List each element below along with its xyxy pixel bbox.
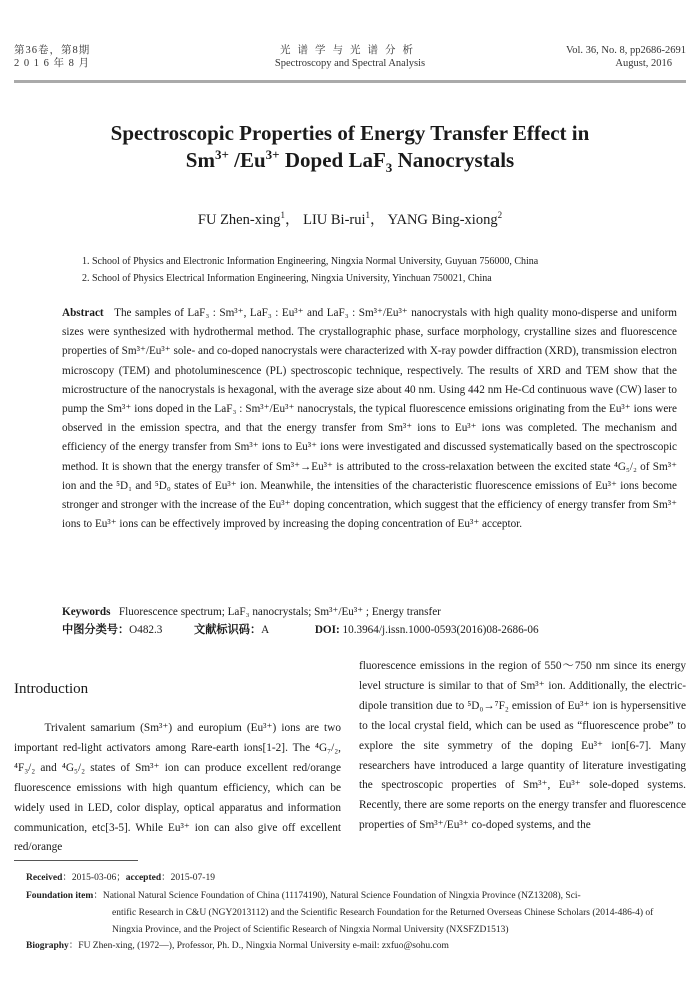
doi-label: DOI: [314,624,340,636]
biography-text: FU Zhen-xing, (1972—), Professor, Ph. D., Ningxia Normal University e-mail: zxfuo@sohu.com [78,941,449,951]
accepted-date: 2015-07-19 [170,873,215,883]
abstract-label: Abstract [62,307,104,319]
footnote-foundation: Foundation item：National Natural Science Foundation of China (11174190), Natural Science Foundation of Ningxia Province (NZ13208), Sci- entific Research in C&U (NGY2013112) and the Scientific Research Foundation for the Returned Overseas Chinese Scholars (2014-486-4) of Ningxia Province, and the Project of Scientific Research of Ningxia Normal University (NXSFZD1513) [26,888,686,939]
classification-line [62,621,539,640]
author-list: FU Zhen-xing$^1$， LIU Bi-rui$^1$， YANG Bing-xiong$^2$ [197,210,503,228]
title-line-1: Spectroscopic Properties of Energy Transfer Effect in [110,121,590,145]
journal-issue-en [566,44,686,70]
author-affiliation-mark: 1 [365,210,371,221]
received-label: Received [26,873,63,883]
foundation-label: Foundation item [26,891,94,901]
footnote-biography: Biography：FU Zhen-xing, (1972—), Professor, Ph. D., Ningxia Normal University e-mail: zxfuo@sohu.com [26,941,449,951]
keywords-text: Fluorescence spectrum; LaF₃ nanocrystals; Sm³⁺/Eu³⁺ ; Energy transfer [118,606,441,618]
title-sm: Sm [185,148,215,172]
accepted-label: accepted [125,873,162,883]
title-sup: 3+ [214,147,229,162]
biography-label: Biography [26,941,69,951]
foundation-text-continued: entific Research in C&U (NGY2013112) and the Scientific Research Foundation for the Returned Overseas Chinese Scholars (2014-486-4) of Ningxia Province, and the Project of Scientific Research of Ningxia Normal University (NXSFZD1513) [112,908,654,935]
clc-value: O482.3 [129,624,163,636]
received-date: 2015-03-06 [71,873,117,883]
issue-date-en: August, 2016 [615,58,672,69]
volume-issue: 第36卷，第8期 [14,45,91,56]
doc-code-value: A [261,624,270,636]
abstract-text: The samples of LaF₃ : Sm³⁺, LaF₃ : Eu³⁺ and LaF₃ : Sm³⁺/Eu³⁺ nanocrystals with high quality mono-disperse and uniform sizes were synthesized with hydrothermal method. The crystallographic phase, surface morphology, crystalline sizes and fluorescence properties of Sm³⁺/Eu³⁺ sole- and co-doped nanocrystals were characterized with X-ray powder diffraction (XRD), transmission electron microscopy (TEM) and photoluminescence (PL) spectroscopic technique, respectively. The results of XRD and TEM show that the microstructure of the nanocrystals is hexagonal, with the average size about 40 nm. Using 442 nm He-Cd continuous wave (CW) laser to pump the Sm³⁺ ions doped in the LaF₃ : Sm³⁺/Eu³⁺ nanocrystals, the typical fluorescence emissions originating from the Eu³⁺ ions were observed in the emission spectra, and that the energy transfer from Sm³⁺ ions to Eu³⁺ ions was completed. The mechanism and efficiency of the energy transfer from Sm³⁺ ions to Eu³⁺ ions were investigated and discussed systematically based on the spectroscopic method. It is shown that the energy transfer of Sm³⁺→Eu³⁺ is attributed to the cross-relaxation between the excited state ⁴G₅/₂ of Sm³⁺ ion and the ⁵D₁ and ⁵D₀ states of Eu³⁺ ion. Meanwhile, the intensities of the characteristic fluorescence emissions of Eu³⁺ ions become stronger and stronger with the increase of the Eu³⁺ doping concentration, which suggest that the efficiency of energy transfer from Sm³⁺ ions to Eu³⁺ ions can be effectively improved by increasing the doping concentration of Eu³⁺ acceptor. [62,307,677,531]
volume-pages: Vol. 36, No. 8, pp2686-2691 [566,45,686,56]
title-eu: /Eu [228,148,266,172]
keywords [62,603,441,622]
affiliation-item: 2. School of Physics Electrical Information Engineering, Ningxia University, Yinchuan 750021, China [82,273,492,284]
intro-paragraph-continued: fluorescence emissions in the region of 550～750 nm since its energy level structure is similar to that of Sm³⁺ ion. Additionally, the electric-dipole transition due to ⁵D₀→⁷F₂ emission of Eu³⁺ ion is hypersensitive to the local crystal field, which can be used as “fluorescence probe” to explore the site symmetry of the doping Eu³⁺ ion[6-7]. Many researchers have introduced a large quantity of literature investigating the spectroscopic properties of Sm³⁺, Eu³⁺ sole-doped systems. Recently, there are some reports on the energy transfer and fluorescence properties of Sm³⁺/Eu³⁺ co-doped systems, and the [359,660,686,832]
journal-name-en: Spectroscopy and Spectral Analysis [274,58,426,69]
doi-link[interactable]: 10.3964/j.issn.1000-0593(2016)08-2686-06 [342,624,539,636]
title-end: Nanocrystals [392,148,515,172]
title-sub: 3 [385,160,393,176]
foundation-text: National Natural Science Foundation of China (11174190), Natural Science Foundation of Ningxia Province (NZ13208), Sci- [102,891,581,901]
journal-name-cn: 光谱学与光谱分析 [280,45,420,56]
body-column-left [14,680,341,858]
clc-label: 中图分类号： [62,624,130,636]
header-rule [14,80,686,83]
footnote-rule [14,860,138,861]
doc-code-label: 文献标识码： [194,624,262,636]
body-column-right [359,657,686,836]
author-name: YANG Bing-xiong [387,212,498,228]
title-line-2 [0,147,700,174]
affiliation-item: 1. School of Physics and Electronic Information Engineering, Ningxia Normal University, Guyuan 756000, China [82,256,539,267]
author-name: FU Zhen-xing [197,212,281,228]
author-affiliation-mark: 1 [280,210,285,221]
author-affiliation-mark: 2 [497,210,503,221]
title-sup: 3+ [265,147,280,162]
intro-paragraph: Trivalent samarium (Sm³⁺) and europium (Eu³⁺) ions are two important red-light activators among Rare-earth ions[1-2]. The ⁴G₇/₂, ⁴F₃/₂ and ⁴G₅/₂ states of Sm³⁺ ion can produce excellent red/orange fluorescence emissions with high quantum efficiency, which can be widely used in LED, color display, optical apparatus and information communication, etc[3-5]. While Eu³⁺ ion can also give off excellent red/orange [14,722,341,854]
section-heading-introduction: Introduction [14,681,89,697]
keywords-label: Keywords [62,606,111,618]
issue-date-cn: 2 0 1 6 年 8 月 [14,58,90,69]
title-laf: Doped LaF [279,148,386,172]
affiliations [82,253,538,287]
running-header [14,44,686,74]
abstract [62,304,677,534]
author-name: LIU Bi-rui [303,212,366,228]
paper-title [0,120,700,174]
footnote-dates: Received：2015-03-06；accepted：2015-07-19 [26,873,215,883]
